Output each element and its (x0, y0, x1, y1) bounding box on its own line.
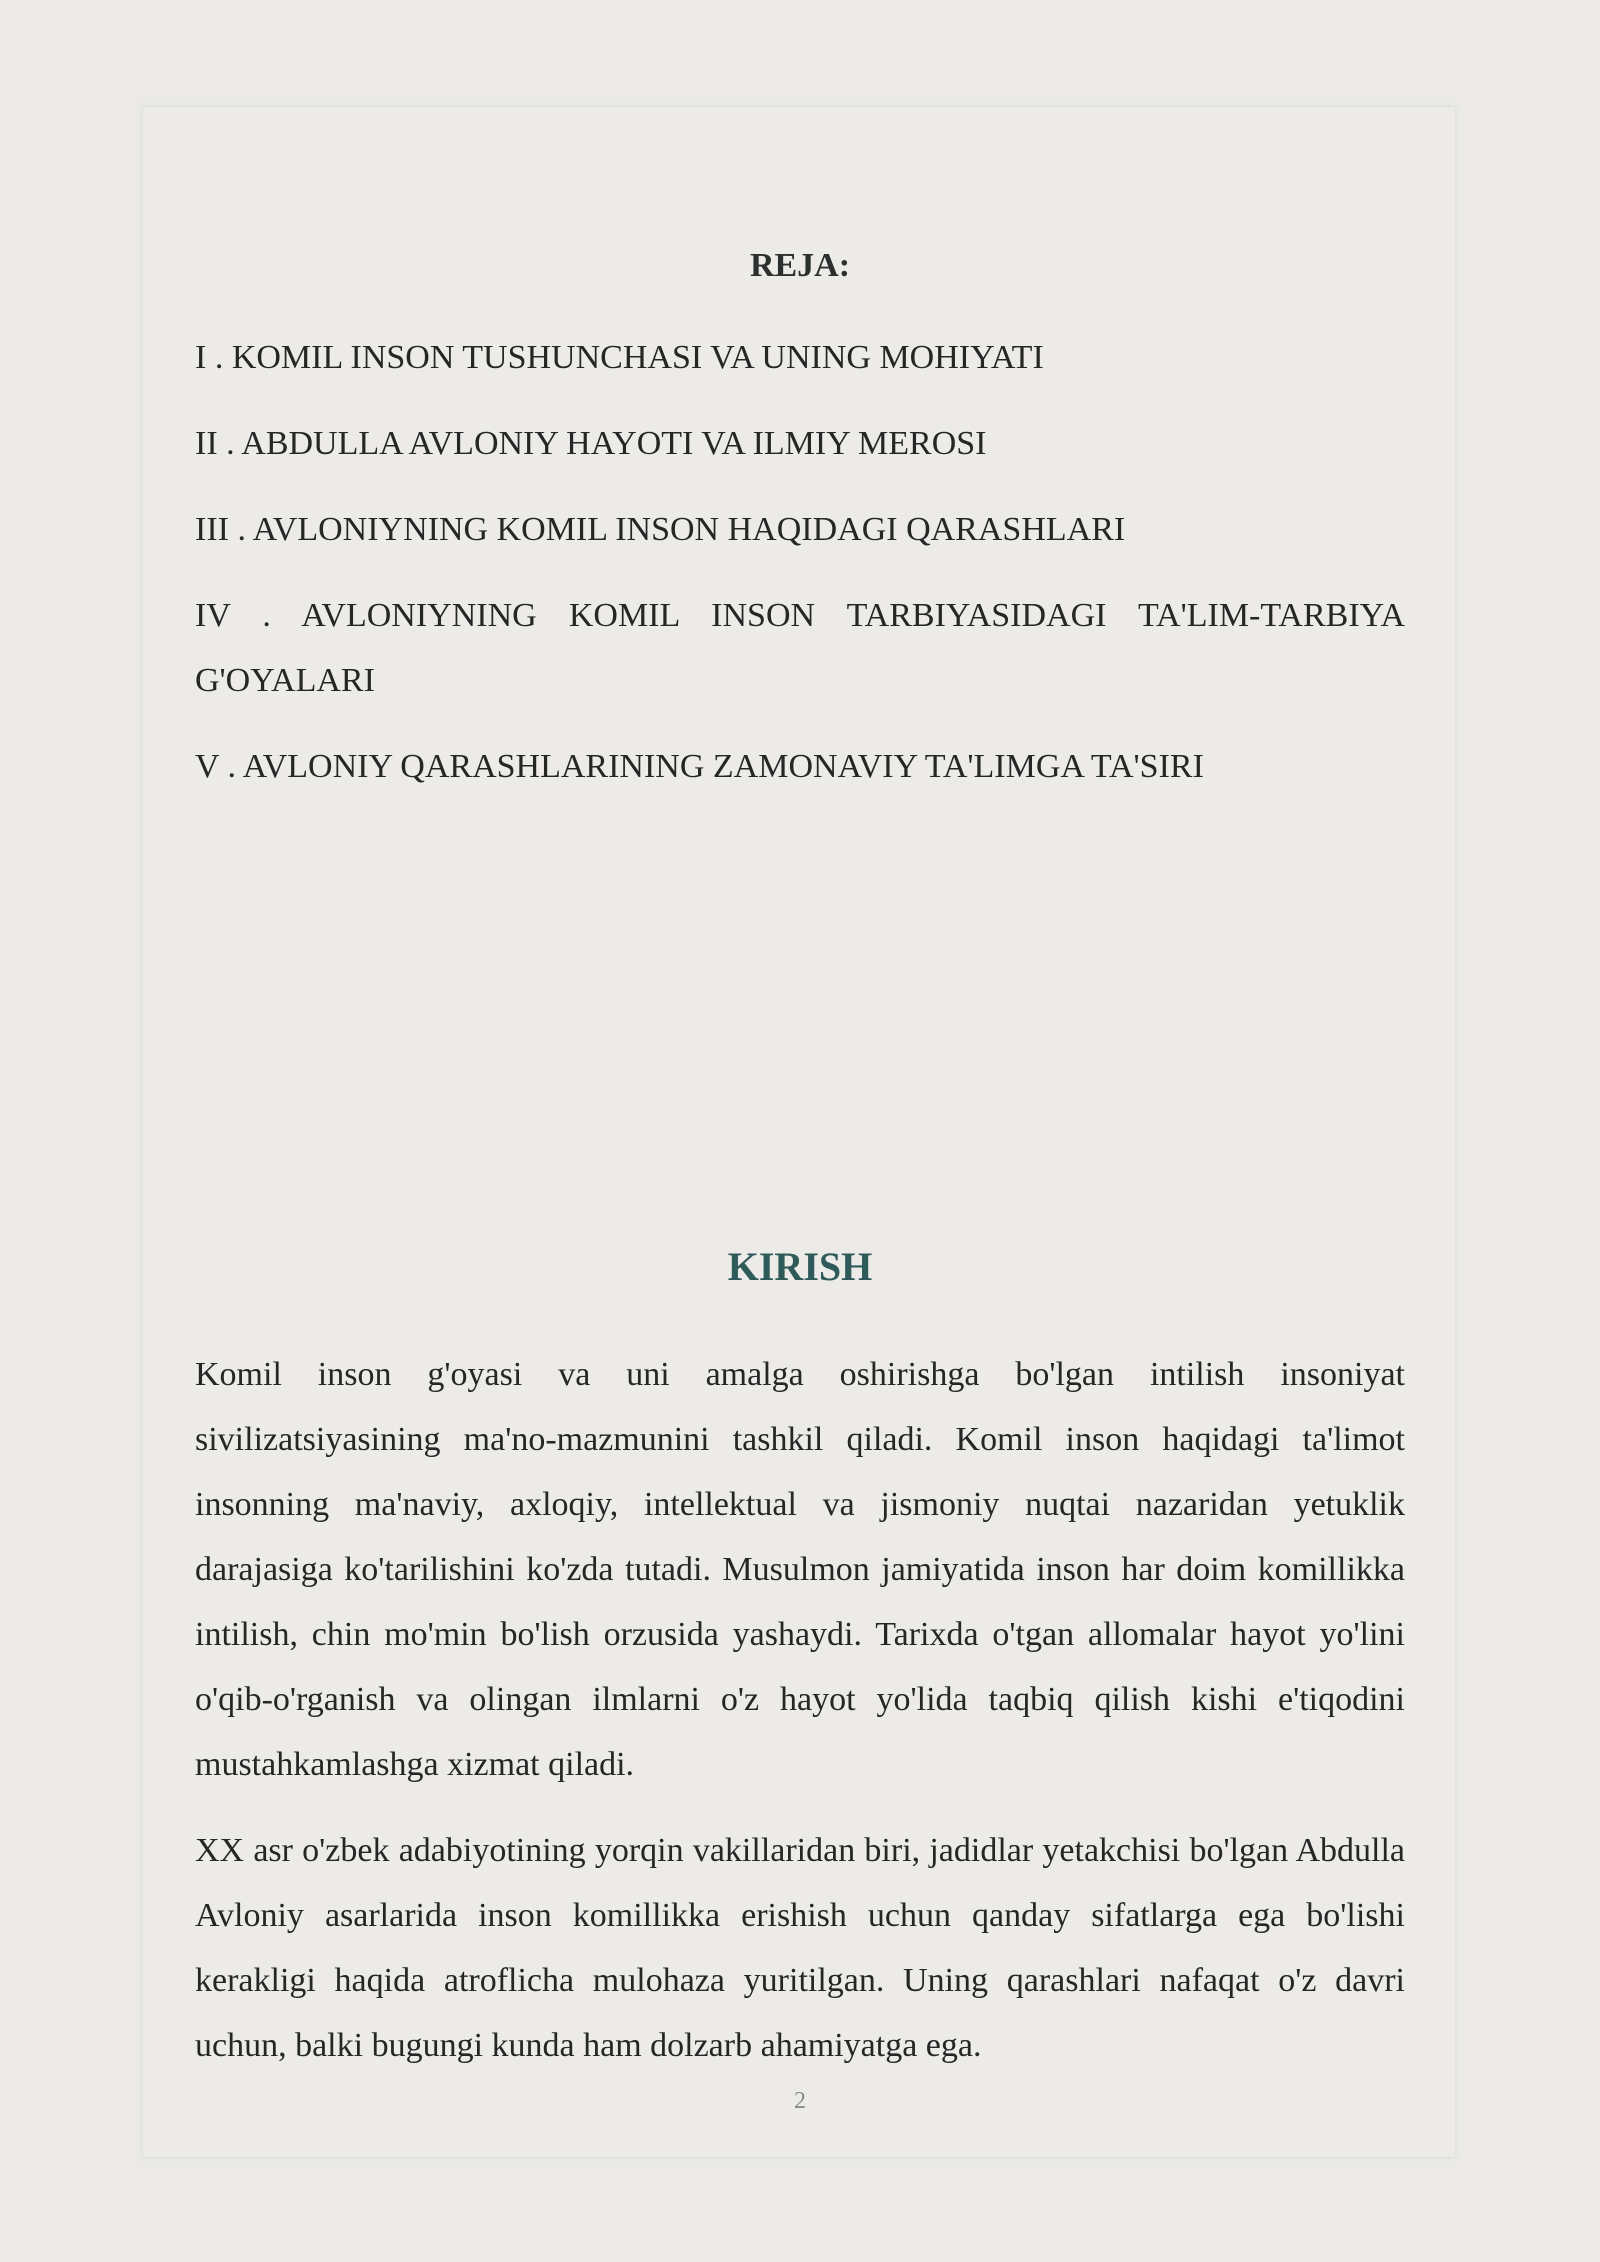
plan-item-4: IV . AVLONIYNING KOMIL INSON TARBIYASIDAGI TA'LIM-TARBIYA G'OYALARI (195, 597, 1405, 699)
page-number: 2 (794, 2088, 806, 2114)
document-page (142, 106, 1456, 2158)
plan-item-1: I . KOMIL INSON TUSHUNCHASI VA UNING MOHIYATI (195, 339, 1044, 376)
plan-item-3: III . AVLONIYNING KOMIL INSON HAQIDAGI QARASHLARI (195, 511, 1126, 548)
plan-list (195, 325, 1405, 799)
paragraph-1: Komil inson g'oyasi va uni amalga oshirishga bo'lgan intilish insoniyat sivilizatsiyasining ma'no-mazmunini tashkil qiladi. Komil inson haqidagi ta'limot insonning ma'naviy, axloqiy, intellektual va jismoniy nuqtai nazaridan yetuklik darajasiga ko'tarilishini ko'zda tutadi. Musulmon jamiyatida inson har doim komillikka intilish, chin mo'min bo'lish orzusida yashaydi. Tarixda o'tgan allomalar hayot yo'lini o'qib-o'rganish va olingan ilmlarni o'z hayot yo'lida taqbiq qilish kishi e'tiqodini mustahkamlashga xizmat qiladi. (195, 1356, 1405, 1783)
section-heading-introduction: KIRISH (727, 1244, 873, 1289)
plan-item-2: II . ABDULLA AVLONIY HAYOTI VA ILMIY MEROSI (195, 425, 987, 462)
plan-item-5: V . AVLONIY QARASHLARINING ZAMONAVIY TA'LIMGA TA'SIRI (195, 748, 1204, 785)
plan-heading: REJA: (749, 247, 851, 284)
introduction-body (195, 1342, 1405, 2099)
paragraph-2: XX asr o'zbek adabiyotining yorqin vakillaridan biri, jadidlar yetakchisi bo'lgan Abdulla Avloniy asarlarida inson komillikka erishish uchun qanday sifatlarga ega bo'lishi kerakligi haqida atroflicha mulohaza yuritilgan. Uning qarashlari nafaqat o'z davri uchun, balki bugungi kunda ham dolzarb ahamiyatga ega. (195, 1832, 1405, 2064)
